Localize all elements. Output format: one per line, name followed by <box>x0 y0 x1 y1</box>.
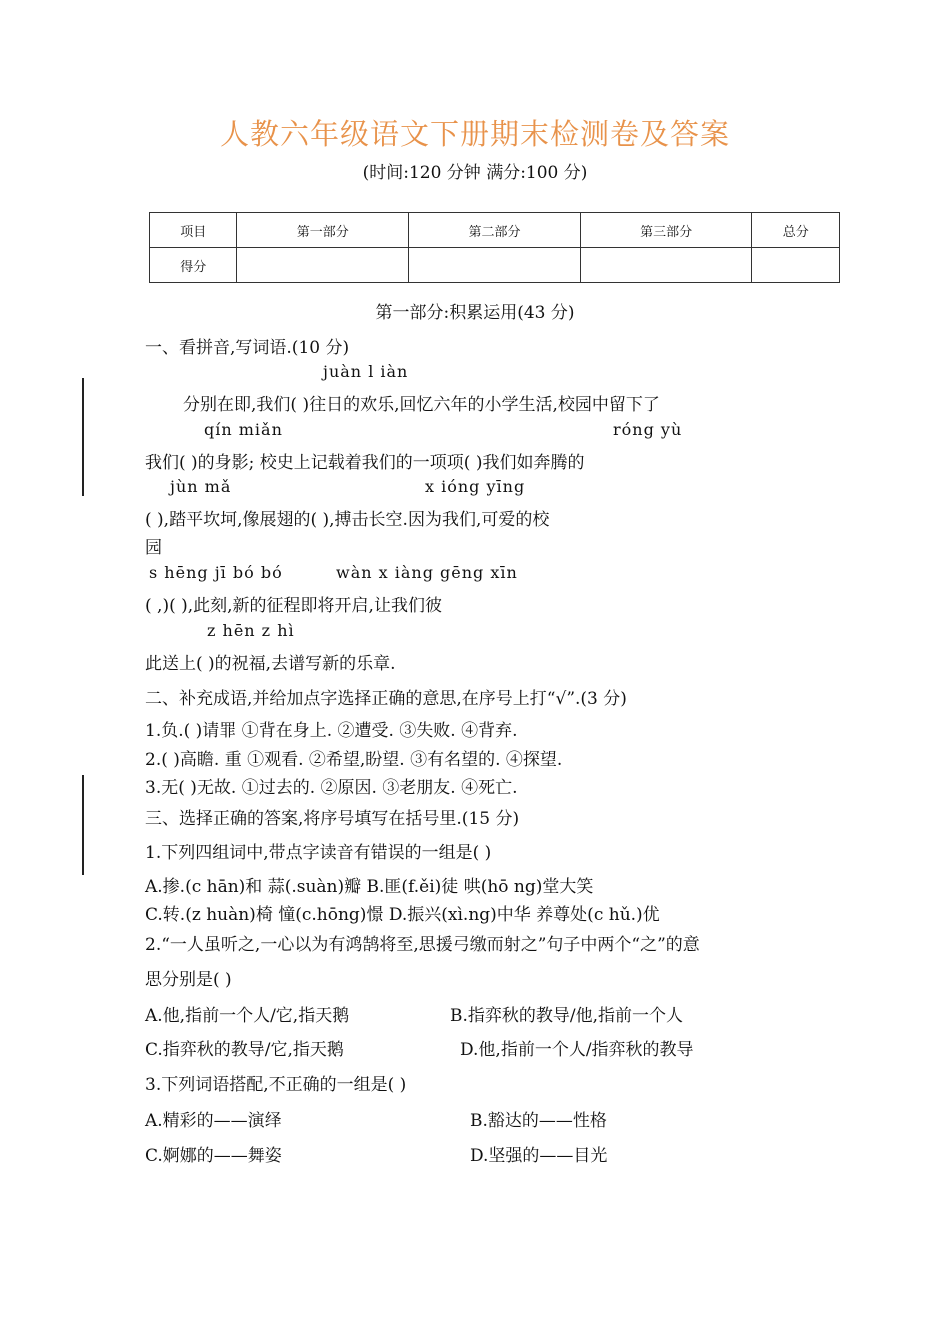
q1-line-5: 此送上( )的祝福,去谱写新的乐章. <box>145 654 396 674</box>
score-table <box>149 212 840 283</box>
q1-line-3-cont: 园 <box>145 538 162 558</box>
pinyin-qinmian: qín miǎn <box>204 420 283 439</box>
q3-sub3-option-c: C.婀娜的——舞姿 <box>145 1146 282 1166</box>
q2-item-2: 2.( )高瞻. 重 ①观看. ②希望,盼望. ③有名望的. ④探望. <box>145 750 563 770</box>
q3-sub3-option-a: A.精彩的——演绎 <box>145 1111 282 1131</box>
score-cell-part3[interactable] <box>580 248 752 283</box>
score-cell-part2[interactable] <box>409 248 581 283</box>
header-cell-part2: 第二部分 <box>409 213 581 248</box>
q2-heading: 二、补充成语,并给加点字选择正确的意思,在序号上打“√”.(3 分) <box>145 689 627 709</box>
score-cell-total[interactable] <box>752 248 840 283</box>
pinyin-juanlian: juàn l iàn <box>323 362 409 381</box>
score-cell-part1[interactable] <box>237 248 409 283</box>
part1-title: 第一部分:积累运用(43 分) <box>375 303 575 323</box>
pinyin-wanxianggengxin: wàn x iàng gēng xīn <box>336 563 518 582</box>
q1-heading: 一、看拼音,写词语.(10 分) <box>145 338 350 358</box>
q2-item-1: 1.负.( )请罪 ①背在身上. ②遭受. ③失败. ④背弃. <box>145 721 518 741</box>
q3-sub1-options-cd: C.转.(z huàn)椅 憧(c.hōng)憬 D.振兴(xì.ng)中华 养尊处(c hǔ.)优 <box>145 905 660 925</box>
header-cell-total: 总分 <box>752 213 840 248</box>
q3-sub1-stem: 1.下列四组词中,带点字读音有错误的一组是( ) <box>145 843 492 863</box>
q3-sub3-option-d: D.坚强的——目光 <box>470 1146 608 1166</box>
q3-sub2-option-a: A.他,指前一个人/它,指天鹅 <box>145 1006 350 1026</box>
header-cell-part1: 第一部分 <box>237 213 409 248</box>
q3-sub2-option-c: C.指弈秋的教导/它,指天鹅 <box>145 1040 344 1060</box>
q3-sub1-options-ab: A.掺.(c hān)和 蒜(.suàn)瓣 B.匪(f.ěi)徒 哄(hō ng)堂大笑 <box>145 877 594 897</box>
score-table-score-row <box>150 248 840 283</box>
pinyin-rongyu: róng yù <box>613 420 683 439</box>
header-cell-part3: 第三部分 <box>580 213 752 248</box>
pinyin-junma: jùn mǎ <box>170 477 232 496</box>
pinyin-xiongying: x ióng yīng <box>425 477 526 496</box>
q1-line-3: ( ),踏平坎坷,像展翅的( ),搏击长空.因为我们,可爱的校 <box>145 510 550 530</box>
margin-line <box>82 378 84 496</box>
score-table-header-row <box>150 213 840 248</box>
q2-item-3: 3.无( )无故. ①过去的. ②原因. ③老朋友. ④死亡. <box>145 778 518 798</box>
q3-sub3-option-b: B.豁达的——性格 <box>470 1111 607 1131</box>
q3-sub2-option-b: B.指弈秋的教导/他,指前一个人 <box>450 1006 684 1026</box>
q3-sub2-option-d: D.他,指前一个人/指弈秋的教导 <box>460 1040 694 1060</box>
q3-sub2-stem-cont: 思分别是( ) <box>145 970 232 990</box>
q3-sub2-stem: 2.“一人虽听之,一心以为有鸿鹄将至,思援弓缴而射之”句子中两个“之”的意 <box>145 935 700 955</box>
document-title: 人教六年级语文下册期末检测卷及答案 <box>219 117 730 151</box>
pinyin-shengjibobo: s hēng jī bó bó <box>149 563 283 582</box>
margin-line <box>82 775 84 875</box>
pinyin-zhenzhi: z hēn z hì <box>207 621 295 640</box>
q3-heading: 三、选择正确的答案,将序号填写在括号里.(15 分) <box>145 809 520 829</box>
row-label-score: 得分 <box>150 248 237 283</box>
q1-line-2: 我们( )的身影; 校史上记载着我们的一项项( )我们如奔腾的 <box>145 453 585 473</box>
exam-time-score: (时间:120 分钟 满分:100 分) <box>362 163 588 183</box>
header-cell-item: 项目 <box>150 213 237 248</box>
q1-line-1: 分别在即,我们( )往日的欢乐,回忆六年的小学生活,校园中留下了 <box>183 395 660 415</box>
q1-line-4: ( ,)( ),此刻,新的征程即将开启,让我们彼 <box>145 596 442 616</box>
q3-sub3-stem: 3.下列词语搭配,不正确的一组是( ) <box>145 1075 407 1095</box>
